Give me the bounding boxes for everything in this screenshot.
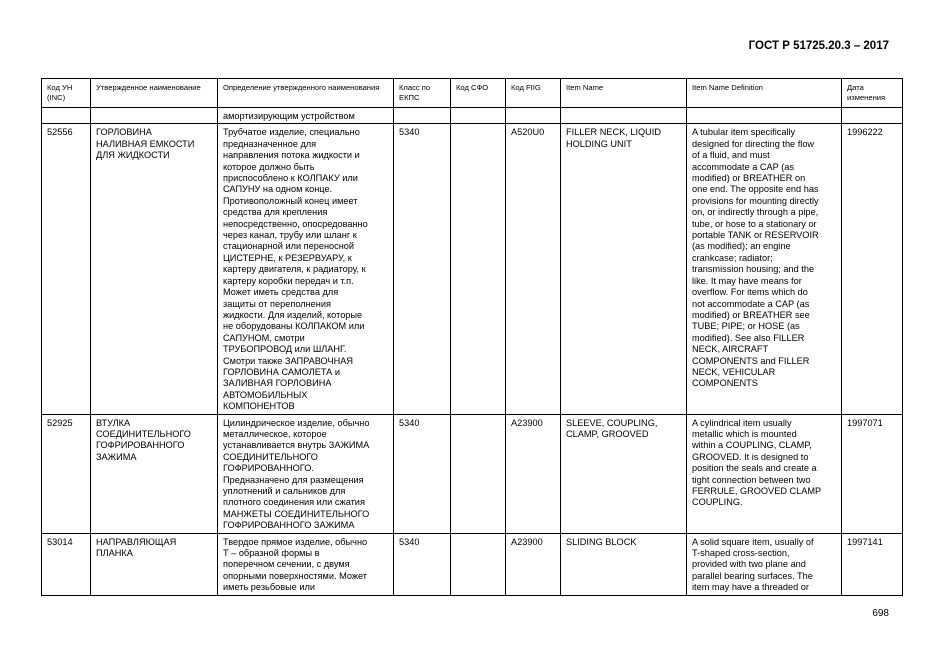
cell-class: 5340: [394, 414, 451, 533]
col-header-name: Утвержденное наименование: [91, 79, 218, 108]
cell-item-name: FILLER NECK, LIQUID HOLDING UNIT: [561, 124, 687, 414]
cell-definition: Цилиндрическое изделие, обычно металлическое, которое устанавливается внутрь ЗАЖИМА СОЕДИНИТЕЛЬНОГО ГОФРИРОВАННОГО. Предназначено для размещения уплотнений и сальников для плотного соединения или сжатия МАНЖЕТЫ СОЕДИНИТЕЛЬНОГО ГОФРИРОВАННОГО ЗАЖИМА: [218, 414, 394, 533]
cell-class: 5340: [394, 533, 451, 595]
cell-date: 1997071: [842, 414, 903, 533]
cell-definition: амортизирующим устройством: [218, 108, 394, 124]
cell-inc: 53014: [42, 533, 91, 595]
cell-sfo: [451, 414, 506, 533]
page-number: 698: [872, 608, 889, 619]
col-header-class: Класс по ЕКПС: [394, 79, 451, 108]
table-row: [42, 124, 903, 414]
cell-fiig: A520U0: [506, 124, 561, 414]
table-row: [42, 533, 903, 595]
catalog-table: [41, 78, 903, 596]
cell-definition: Трубчатое изделие, специально предназначенное для направления потока жидкости и которое должно быть приспособлено к КОЛПАКУ или САПУНУ на одном конце. Противоположный конец имеет средства для крепления непосредственно, опосредованно через канал, трубу или шланг к стационарной или переносной ЦИСТЕРНЕ, к РЕЗЕРВУАРУ, к картеру двигателя, к радиатору, к картеру коробки передач и т.п. Может иметь средства для защиты от переполнения жидкости. Для изделий, которые не оборудованы КОЛПАКОМ или САПУНОМ, смотри ТРУБОПРОВОД или ШЛАНГ. Смотри также ЗАПРАВОЧНАЯ ГОРЛОВИНА САМОЛЕТА и ЗАЛИВНАЯ ГОРЛОВИНА АВТОМОБИЛЬНЫХ КОМПОНЕНТОВ: [218, 124, 394, 414]
cell-name: НАПРАВЛЯЮЩАЯ ПЛАНКА: [91, 533, 218, 595]
table-row-continuation: [42, 108, 903, 124]
page-header: ГОСТ Р 51725.20.3 – 2017: [748, 40, 889, 52]
col-header-fiig: Код FIIG: [506, 79, 561, 108]
cell-date: 1996222: [842, 124, 903, 414]
cell-fiig: A23900: [506, 533, 561, 595]
col-header-item-def: Item Name Definition: [687, 79, 842, 108]
table-header-row: [42, 79, 903, 108]
cell-item-def: A cylindrical item usually metallic which is mounted within a COUPLING, CLAMP, GROOVED. It is designed to position the seals and create a tight connection between two FERRULE, GROOVED CLAMP COUPLING.: [687, 414, 842, 533]
cell-name: ВТУЛКА СОЕДИНИТЕЛЬНОГО ГОФРИРОВАННОГО ЗАЖИМА: [91, 414, 218, 533]
cell-item-def: A solid square item, usually of T-shaped cross-section, provided with two plane and parallel bearing surfaces. The item may have a threaded or: [687, 533, 842, 595]
cell-item-name: SLEEVE, COUPLING, CLAMP, GROOVED: [561, 414, 687, 533]
col-header-item-name: Item Name: [561, 79, 687, 108]
cell-inc: 52925: [42, 414, 91, 533]
col-header-definition: Определение утвержденного наименования: [218, 79, 394, 108]
cell-class: 5340: [394, 124, 451, 414]
cell-inc: 52556: [42, 124, 91, 414]
table-row: [42, 414, 903, 533]
cell-sfo: [451, 124, 506, 414]
cell-date: 1997141: [842, 533, 903, 595]
col-header-date: Дата изменения: [842, 79, 903, 108]
cell-item-name: SLIDING BLOCK: [561, 533, 687, 595]
col-header-sfo: Код СФО: [451, 79, 506, 108]
cell-sfo: [451, 533, 506, 595]
cell-item-def: A tubular item specifically designed for directing the flow of a fluid, and must accommodate a CAP (as modified) or BREATHER on one end. The opposite end has provisions for mounting directly on, or indirectly through a pipe, tube, or hose to a stationary or portable TANK or RESERVOIR (as modified); an engine crankcase; radiator; transmission housing; and the like. It may have means for overflow. For items which do not accommodate a CAP (as modified) or BREATHER see TUBE; PIPE; or HOSE (as modified). See also FILLER NECK, AIRCRAFT COMPONENTS and FILLER NECK, VEHICULAR COMPONENTS: [687, 124, 842, 414]
cell-name: ГОРЛОВИНА НАЛИВНАЯ ЕМКОСТИ ДЛЯ ЖИДКОСТИ: [91, 124, 218, 414]
col-header-inc: Код УН (INC): [42, 79, 91, 108]
cell-definition: Твердое прямое изделие, обычно Т – образной формы в поперечном сечении, с двумя опорными поверхностями. Может иметь резьбовые или: [218, 533, 394, 595]
cell-fiig: A23900: [506, 414, 561, 533]
